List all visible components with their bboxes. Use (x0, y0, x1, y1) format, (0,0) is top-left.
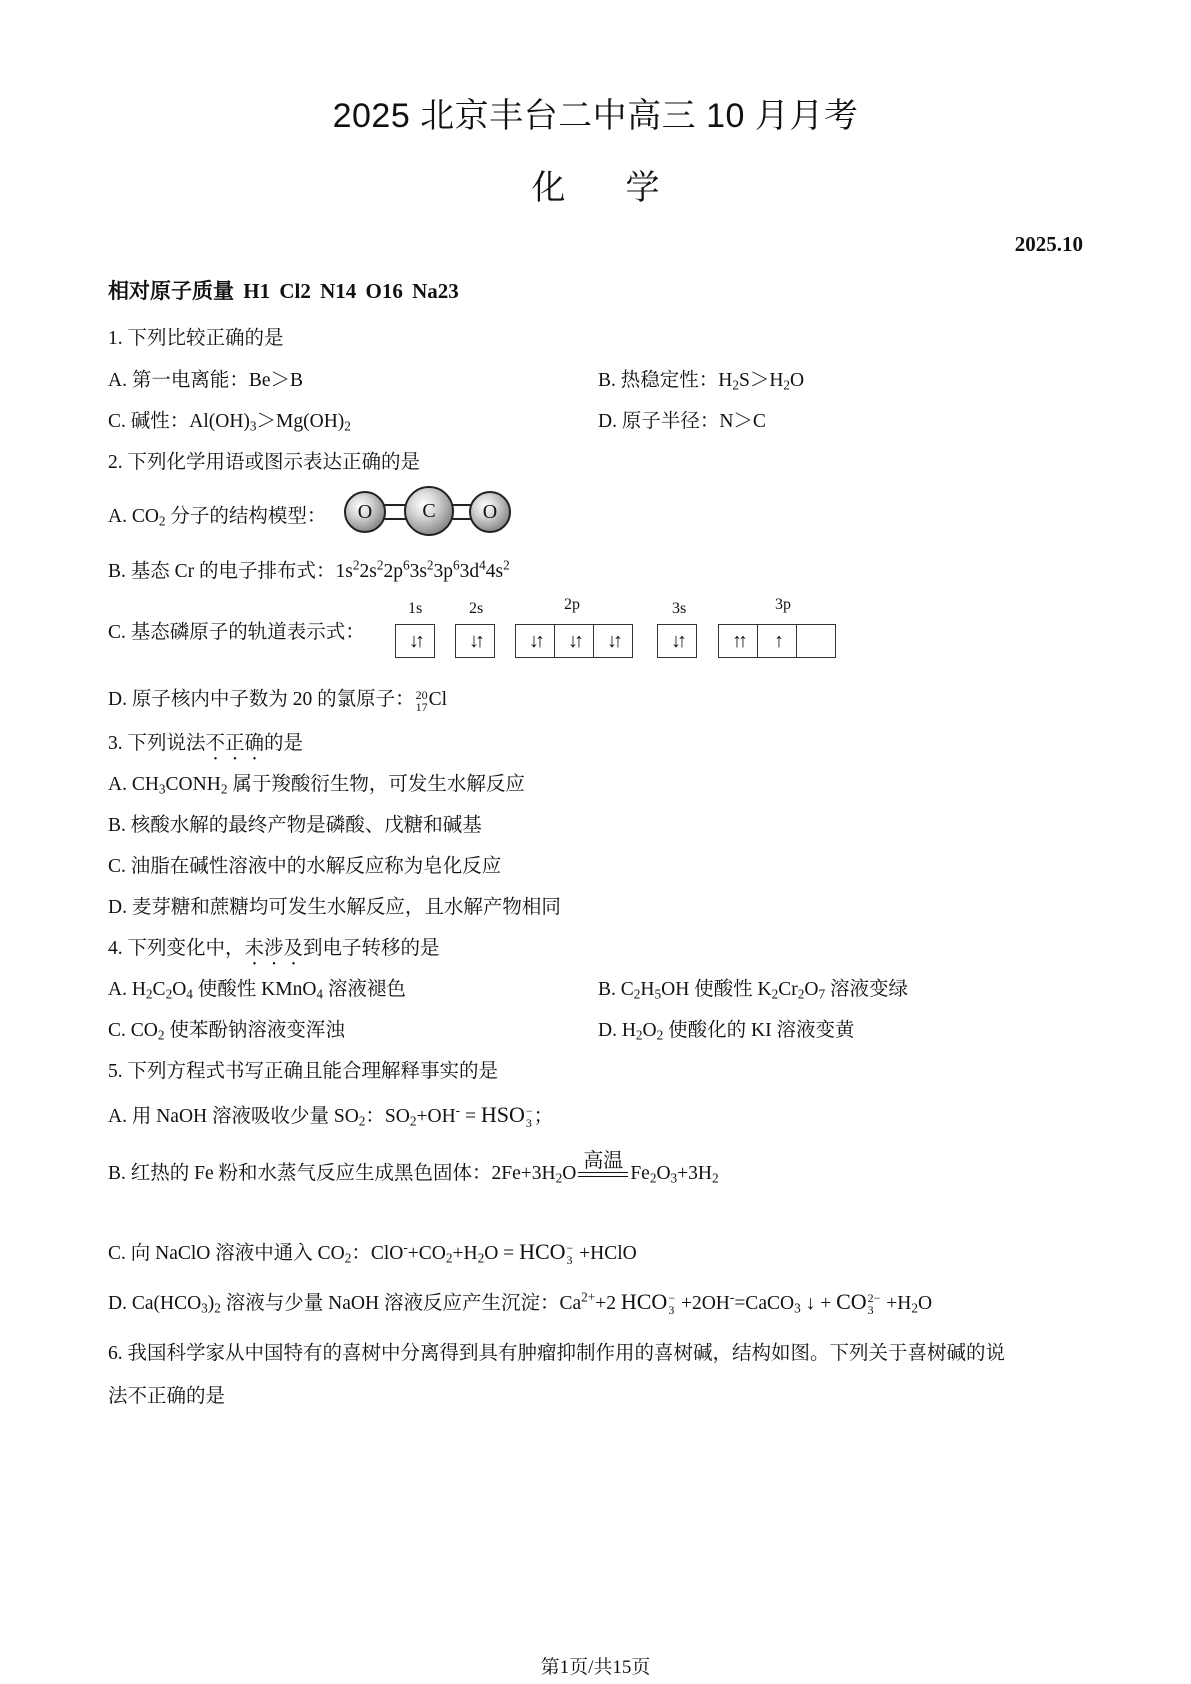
bicarbonate-ion: HCO − 3 (519, 1239, 574, 1267)
q1-option-c: C. 碱性：$Al(OH)_3>Mg(OH)_2$ (108, 411, 351, 434)
q5-option-c: C. 向 NaClO 溶液中通入 $CO_2$：$ClO^-+CO_2+H_2O$ = HCO − 3 +HClO (108, 1239, 637, 1267)
oxygen-atom-2: O (469, 491, 511, 533)
oxygen-atom-1: O (344, 491, 386, 533)
q2-option-c: C. 基态磷原子的轨道表示式： (108, 622, 365, 643)
orbital-box: ↑↑ (732, 629, 744, 652)
q5-option-d: D. $Ca(HCO_3)_2$ 溶液与少量 NaOH 溶液反应产生沉淀：$Ca^{2+}+2$ HCO − 3 +2OH-=CaCO$_3$ ↓ + CO 2− 3 $+H_2O$ (108, 1289, 933, 1317)
orbital-box: ↓↑ (671, 629, 683, 652)
q3-option-a: A. $CH_3CONH_2$ 属于羧酸衍生物，可发生水解反应 (108, 774, 525, 797)
orbital-2s (455, 624, 495, 658)
q4-option-d: D. $H_2O_2$ 使酸化的 KI 溶液变黄 (598, 1020, 855, 1043)
q2-option-a: A. $CO_2$ 分子的结构模型： (108, 506, 327, 529)
q2-option-b: B. 基态 Cr 的电子排布式：$1s^22s^22p^63s^23p^63d^44s^2$ (108, 557, 510, 582)
exam-date: 2025.10 (1014, 232, 1083, 256)
q4-stem: 4. 下列变化中，未涉及到电子转移的是 (108, 938, 440, 959)
q3-option-d: D. 麦芽糖和蔗糖均可发生水解反应，且水解产物相同 (108, 897, 561, 918)
carbon-atom: C (404, 486, 454, 536)
q6-stem-line-2: 法不正确的是 (108, 1386, 226, 1407)
subject-char-2: 学 (625, 169, 660, 207)
q5-option-a: A. 用 NaOH 溶液吸收少量 $SO_2$：$SO_2+OH^-$ = HSO − 3 ； (108, 1102, 554, 1130)
q3-option-b: B. 核酸水解的最终产物是磷酸、戊糖和碱基 (108, 815, 482, 836)
orbital-3p (718, 624, 836, 658)
orbital-3s (657, 624, 697, 658)
orbital-label-2s: 2s (469, 600, 484, 617)
subject-title (0, 160, 1191, 209)
emphasis-text: 未涉及 (244, 938, 304, 959)
q1-option-b: B. 热稳定性：$H_2S>H_2O$ (598, 370, 805, 393)
subject-char-1: 化 (531, 169, 566, 207)
bicarbonate-ion: HCO − 3 (620, 1289, 676, 1317)
q2-option-d: D. 原子核内中子数为 20 的氯原子： 20 17 Cl (108, 687, 448, 714)
orbital-box: ↓↑ (469, 629, 481, 652)
orbital-box (796, 625, 835, 657)
q6-stem-line-1: 6. 我国科学家从中国特有的喜树中分离得到具有肿瘤抑制作用的喜树碱，结构如图。下列关于喜树碱的说 (108, 1343, 1006, 1364)
q4-option-b: B. $C_2H_5OH$ 使酸性 $K_2Cr_2O_7$ 溶液变绿 (598, 979, 908, 1002)
q3-stem: 3. 下列说法不正确的是 (108, 733, 304, 754)
orbital-box: ↑ (757, 625, 796, 657)
orbital-box: ↓↑ (529, 629, 541, 652)
reaction-condition: 高温 (578, 1150, 628, 1185)
q4-option-c: C. $CO_2$ 使苯酚钠溶液变浑浊 (108, 1020, 345, 1043)
atomic-mass-line: 相对原子质量 H1 Cl2 N14 O16 Na23 (108, 279, 459, 303)
q1-option-d: D. 原子半径：N＞C (598, 411, 766, 432)
nuclide-notation: 20 17 (415, 687, 428, 714)
orbital-label-3s: 3s (672, 600, 687, 617)
orbital-box: ↓↑ (409, 629, 421, 652)
q5-option-b: B. 红热的 Fe 粉和水蒸气反应生成黑色固体：$2Fe+3H_2O$ 高温 $Fe_2O_3+3H_2$ (108, 1150, 719, 1186)
emphasis-text: 不正确 (205, 733, 265, 754)
q1-option-a: A. 第一电离能：Be＞B (108, 370, 304, 391)
orbital-1s (395, 624, 435, 658)
orbital-box: ↓↑ (593, 625, 632, 657)
co2-molecule-model (344, 488, 509, 534)
page-number: 第1页/共15页 (540, 1657, 651, 1678)
carbonate-ion: CO 2− 3 (836, 1289, 881, 1317)
orbital-label-2p: 2p (564, 596, 580, 613)
q2-stem: 2. 下列化学用语或图示表达正确的是 (108, 452, 421, 473)
q1-stem: 1. 下列比较正确的是 (108, 328, 284, 349)
q5-stem: 5. 下列方程式书写正确且能合理解释事实的是 (108, 1061, 499, 1082)
q3-option-c: C. 油脂在碱性溶液中的水解反应称为皂化反应 (108, 856, 502, 877)
orbital-2p (515, 624, 633, 658)
orbital-label-3p: 3p (775, 596, 791, 613)
orbital-label-1s: 1s (408, 600, 423, 617)
orbital-box: ↓↑ (554, 625, 593, 657)
q4-option-a: A. $H_2C_2O_4$ 使酸性 KMnO$_4$ 溶液褪色 (108, 979, 406, 1002)
exam-title: 2025 北京丰台二中高三 10 月月考 (332, 97, 859, 135)
bisulfite-ion: HSO − 3 (480, 1102, 533, 1130)
